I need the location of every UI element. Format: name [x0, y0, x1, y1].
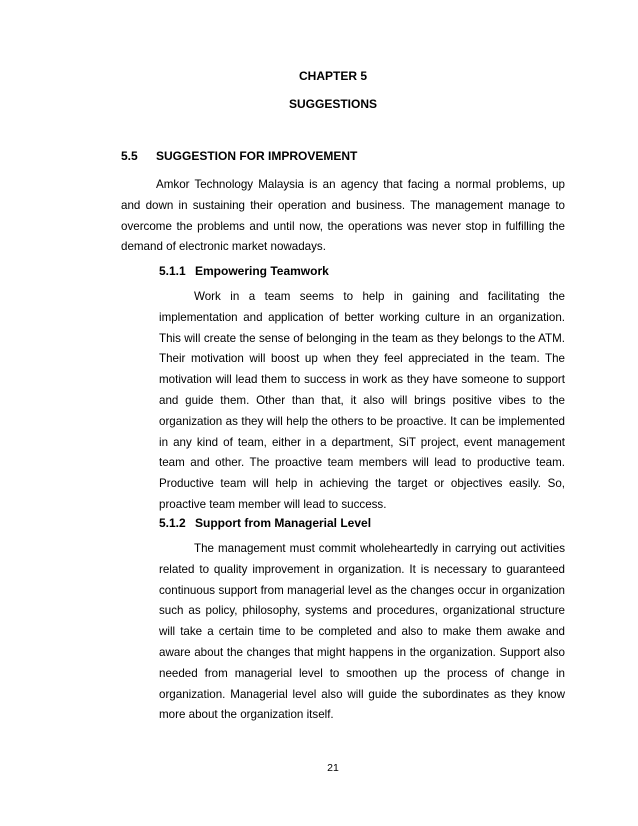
subsection-paragraph-2: The management must commit wholeheartedly in carrying out activities related to quality improvement in organization. It is necessary to guaranteed continuous support from managerial level as the changes occur in organization such as policy, philosophy, systems and procedures, organizational structure will take a certain time to be completed and also to make them awake and aware about the changes that might happens in the organization. Support also needed from managerial level to smoothen up the process of change in organization. Managerial level also will guide the subordinates as they know more about the organization itself.: [159, 542, 565, 722]
page-number: 21: [327, 762, 339, 774]
subsection-heading-1: [159, 264, 329, 278]
section-title: SUGGESTION FOR IMPROVEMENT: [156, 149, 358, 163]
subsection-heading-2: [159, 516, 371, 530]
subsection-number: 5.1.1: [159, 264, 186, 278]
section-number: 5.5: [121, 149, 138, 163]
subsection-paragraph-1: Work in a team seems to help in gaining and facilitating the implementation and application of better working culture in an organization. This will create the sense of belonging in the team as they belongs to the ATM. Their motivation will boost up when they feel appreciated in the team. The motivation will lead them to success in work as they have someone to support and guide them. Other than that, it also will brings positive vibes to the organization as they will help the others to be proactive. It can be implemented in any kind of team, either in a department, SiT project, event management team and other. The proactive team members will lead to productive team. Productive team will help in achieving the target or objectives easily. So, proactive team member will lead to success.: [159, 290, 565, 511]
subsection-title: Support from Managerial Level: [195, 516, 372, 530]
chapter-title: SUGGESTIONS: [288, 97, 377, 111]
section-paragraph: Amkor Technology Malaysia is an agency that facing a normal problems, up and down in sustaining their operation and business. The management manage to overcome the problems and until now, the operations was never stop in fulfilling the demand of electronic market nowadays.: [121, 178, 565, 254]
subsection-title: Empowering Teamwork: [195, 264, 329, 278]
chapter-label: CHAPTER 5: [298, 69, 367, 83]
subsection-number: 5.1.2: [159, 516, 186, 530]
section-heading: [121, 149, 357, 163]
